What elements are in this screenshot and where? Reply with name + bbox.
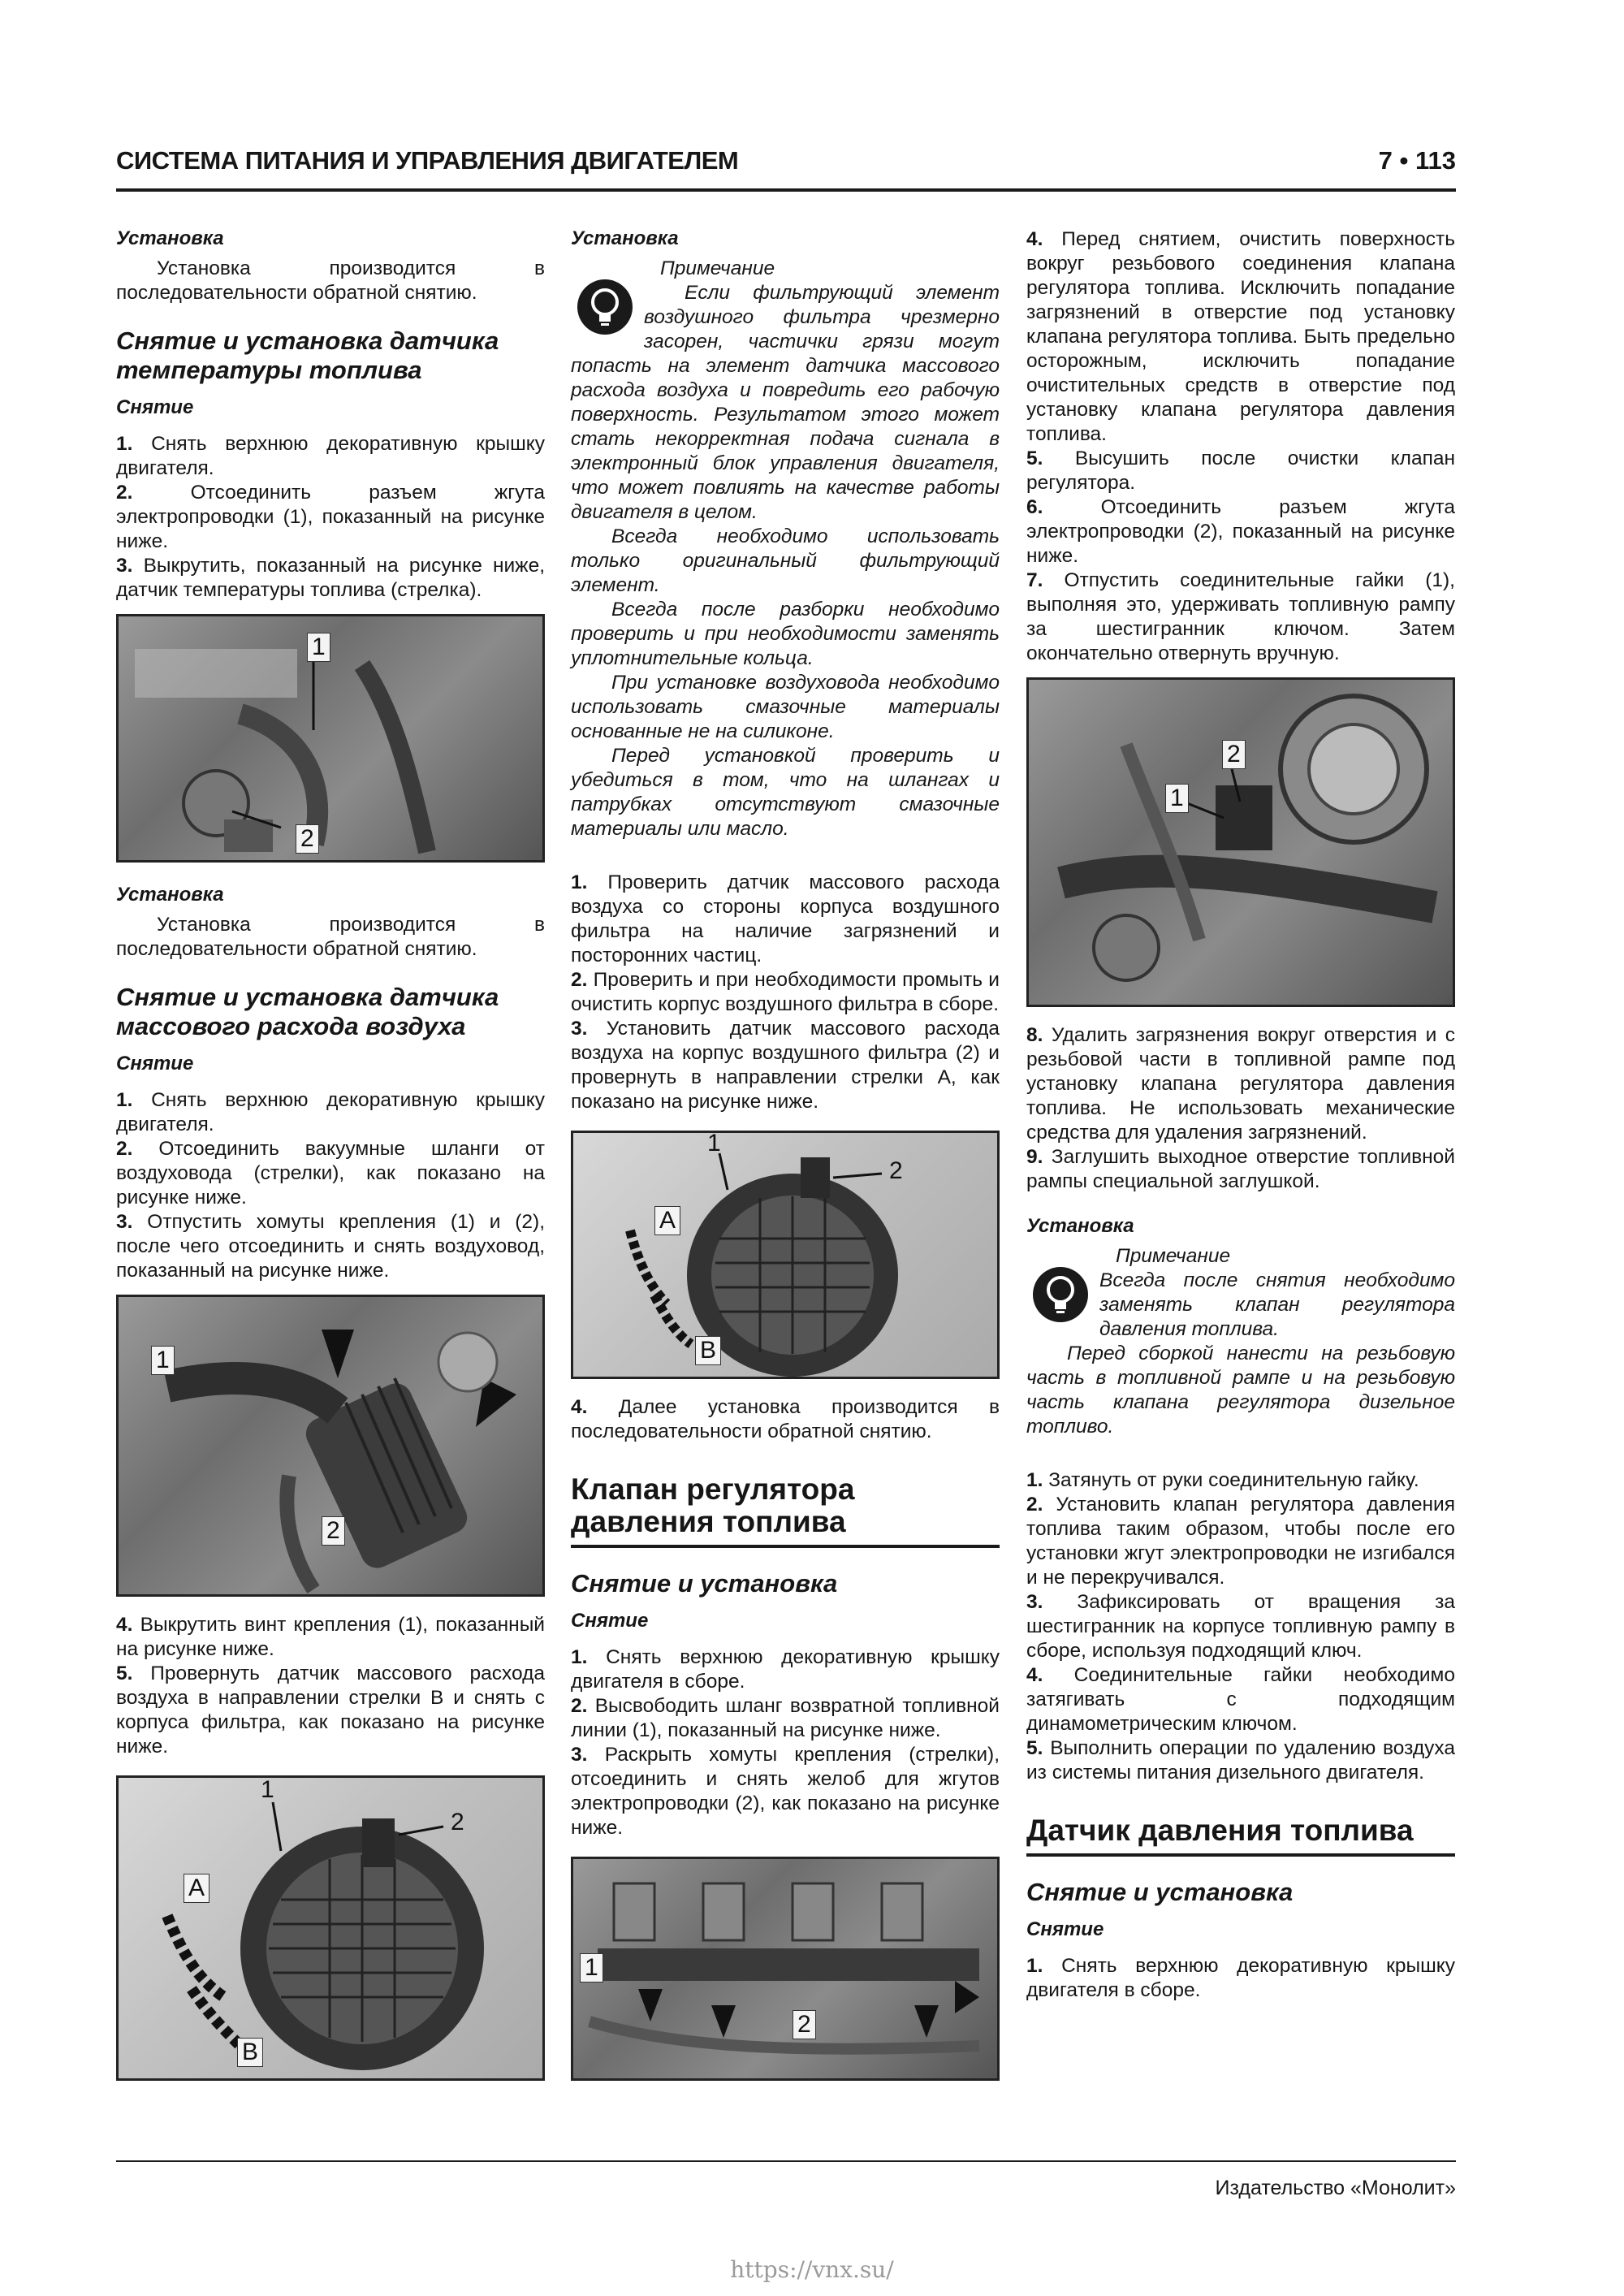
callout-1: 1 [707,1131,721,1157]
maf-sensor-illustration [119,1778,542,2078]
header-rule [116,188,1456,192]
subheading-removal-installation: Снятие и установка [571,1569,838,1598]
list-item: 5. Выполнить операции по удалению воздуха из системы питания дизельного двигателя. [1026,1737,1455,1784]
list-item: 1. Снять верхнюю декоративную крышку двигателя. [116,1089,545,1135]
callout-1: 1 [1165,784,1189,813]
list-item: 5. Высушить после очистки клапан регулятора. [1026,448,1455,494]
note-paragraph: Всегда необходимо использовать только оригинальный фильтрующий элемент. [571,525,1000,596]
label-removal: Снятие [571,1610,649,1632]
note-paragraph: При установке воздуховода необходимо использовать смазочные материалы основанные не на силиконе. [571,672,1000,742]
callout-b: B [237,2038,263,2067]
list-item: 1. Снять верхнюю декоративную крышку двигателя. [116,433,545,479]
callout-1: 1 [261,1776,274,1803]
list-item: 3. Установить датчик массового расхода воздуха на корпус воздушного фильтра (2) и провернуть в направлении стрелки А, как показано на рисунке ниже. [571,1018,1000,1113]
label-removal: Снятие [116,396,194,418]
list-item: 6. Отсоединить разъем жгута электропроводки (2), показанный на рисунке ниже. [1026,496,1455,567]
column-2 [571,227,1000,2081]
note-block [571,257,1000,841]
steps-list [1026,227,1455,666]
lightbulb-icon [576,278,634,336]
list-item: 1. Снять верхнюю декоративную крышку двигателя в сборе. [1026,1955,1455,2001]
callout-a: A [654,1206,680,1235]
callout-2: 2 [322,1516,345,1546]
list-item: 3. Выкрутить, показанный на рисунке ниже, датчик температуры топлива (стрелка). [116,555,545,601]
paragraph: Установка производится в последовательности обратной снятию. [116,914,545,960]
steps-list [116,1088,545,1283]
figure-fuel-temp-sensor [116,614,545,863]
note-paragraph: Перед установкой проверить и убедиться в том, что на шлангах и патрубках отсутствуют смазочные материалы или масло. [571,745,1000,840]
figure-fuel-return-line [571,1857,1000,2081]
fuel-rail-illustration [573,1859,997,2078]
figure-maf-sensor-removal [116,1775,545,2081]
steps-list [571,871,1000,1114]
steps-list [571,1645,1000,1840]
note-paragraph: Всегда после снятия необходимо заменять клапан регулятора давления топлива. [1099,1269,1455,1340]
footer-rule [116,2160,1456,2162]
paragraph: Установка производится в последовательности обратной снятию. [116,257,545,304]
figure-maf-sensor-install [571,1131,1000,1379]
list-item: 4. Далее установка производится в последовательности обратной снятию. [571,1396,1000,1442]
list-item: 2. Проверить и при необходимости промыть и очистить корпус воздушного фильтра в сборе. [571,969,1000,1015]
list-item: 1. Затянуть от руки соединительную гайку. [1026,1469,1419,1491]
note-title: Примечание [1116,1245,1231,1267]
callout-2: 2 [1222,740,1246,769]
note-paragraph: Всегда после разборки необходимо проверить и при необходимости заменять уплотнительные кольца. [571,599,1000,669]
list-item: 5. Провернуть датчик массового расхода воздуха в направлении стрелки В и снять с корпуса фильтра, как показано на рисунке ниже. [116,1663,545,1758]
main-heading-fuel-pressure-sensor: Датчик давления топлива [1026,1814,1455,1857]
steps-list [116,1613,545,1759]
callout-1: 1 [580,1953,603,1983]
list-item: 4. Соединительные гайки необходимо затягивать с подходящим динамометрическим ключом. [1026,1664,1455,1735]
figure-air-duct [116,1295,545,1597]
note-paragraph: Если фильтрующий элемент воздушного фильтра чрезмерно засорен, частички грязи могут попасть на элемент датчика массового расхода воздуха и повредить его рабочую поверхность. Результатом этого может стать некорректная подача сигнала в электронный блок управления двигателя, что может повлиять на качестве работы двигателя в целом. [571,282,1000,523]
subheading-fuel-temp-sensor: Снятие и установка датчика температуры топлива [116,326,499,384]
list-item: 2. Установить клапан регулятора давления топлива таким образом, чтобы после его установки жгут электропроводки не изгибался и не перекручивался. [1026,1494,1455,1589]
figure-pressure-regulator [1026,677,1455,1007]
regulator-illustration [1029,680,1453,1005]
list-item: 3. Раскрыть хомуты крепления (стрелки), отсоединить и снять желоб для жгутов электропроводки (2), как показано на рисунке ниже. [571,1744,1000,1839]
list-item: 7. Отпустить соединительные гайки (1), выполняя это, удерживать топливную рампу за шестигранник ключом. Затем окончательно отвернуть вручную. [1026,569,1455,664]
callout-1: 1 [307,633,330,662]
list-item: 2. Отсоединить разъем жгута электропроводки (1), показанный на рисунке ниже. [116,482,545,552]
section-title: СИСТЕМА ПИТАНИЯ И УПРАВЛЕНИЯ ДВИГАТЕЛЕМ [116,146,739,175]
label-removal: Снятие [1026,1918,1104,1940]
air-duct-illustration [119,1297,542,1594]
label-installation: Установка [116,227,224,249]
note-paragraph: Перед сборкой нанести на резьбовую часть в топливной рампе и на резьбовую часть клапана регулятора дизельное топливо. [1026,1343,1455,1438]
list-item: 9. Заглушить выходное отверстие топливной рампы специальной заглушкой. [1026,1146,1455,1192]
callout-1: 1 [151,1346,175,1375]
subheading-maf-sensor: Снятие и установка датчика массового расхода воздуха [116,983,499,1040]
publisher: Издательство «Монолит» [1215,2177,1456,2199]
main-heading-pressure-regulator: Клапан регулятора давления топлива [571,1473,1000,1548]
callout-2: 2 [296,824,319,854]
list-item: 1. Снять верхнюю декоративную крышку двигателя в сборе. [571,1646,1000,1693]
list-item: 4. Перед снятием, очистить поверхность вокруг резьбового соединения клапана регулятора топлива. Исключить попадание загрязнений в отверстие под установку клапана регулятора топлива. Быть предельно осторожным, исключить попадание очистительных средств в отверстие под установку клапана регулятора давления топлива. [1026,228,1455,445]
label-installation: Установка [571,227,679,249]
list-item: 2. Отсоединить вакуумные шланги от воздуховода (стрелки), как показано на рисунке ниже. [116,1138,545,1209]
callout-a: A [184,1874,209,1903]
label-installation: Установка [116,884,224,906]
maf-sensor-illustration [573,1133,997,1377]
label-removal: Снятие [116,1053,194,1074]
list-item: 4. Выкрутить винт крепления (1), показанный на рисунке ниже. [116,1614,545,1660]
list-item: 1. Проверить датчик массового расхода воздуха со стороны корпуса воздушного фильтра на наличие загрязнений и посторонних частиц. [571,871,1000,966]
callout-2: 2 [793,2010,816,2039]
subheading-removal-installation: Снятие и установка [1026,1878,1294,1906]
steps-list [116,432,545,603]
note-title: Примечание [660,257,775,279]
label-installation: Установка [1026,1215,1134,1237]
note-block [1026,1244,1455,1439]
callout-b: B [695,1336,721,1365]
page-header [116,146,1456,182]
column-3 [1026,227,1455,2003]
callout-2: 2 [889,1157,903,1184]
steps-list [1026,1468,1455,1785]
lightbulb-icon [1031,1265,1090,1324]
list-item: 2. Высвободить шланг возвратной топливной линии (1), показанный на рисунке ниже. [571,1695,1000,1741]
column-1 [116,227,545,2081]
page-number: 7 • 113 [1378,146,1456,175]
list-item: 3. Зафиксировать от вращения за шестигранник на корпусе топливную рампу в сборе, используя подходящий ключ. [1026,1591,1455,1662]
steps-list [1026,1023,1455,1194]
engine-illustration [119,616,542,860]
callout-2: 2 [451,1809,464,1836]
list-item: 3. Отпустить хомуты крепления (1) и (2), после чего отсоединить и снять воздуховод, показанный на рисунке ниже. [116,1211,545,1282]
list-item: 8. Удалить загрязнения вокруг отверстия и с резьбовой части в топливной рампе под установку клапана регулятора давления топлива. Не использовать механические средства для удаления загрязнений. [1026,1024,1455,1144]
watermark-url: https://vnx.su/ [730,2256,894,2283]
